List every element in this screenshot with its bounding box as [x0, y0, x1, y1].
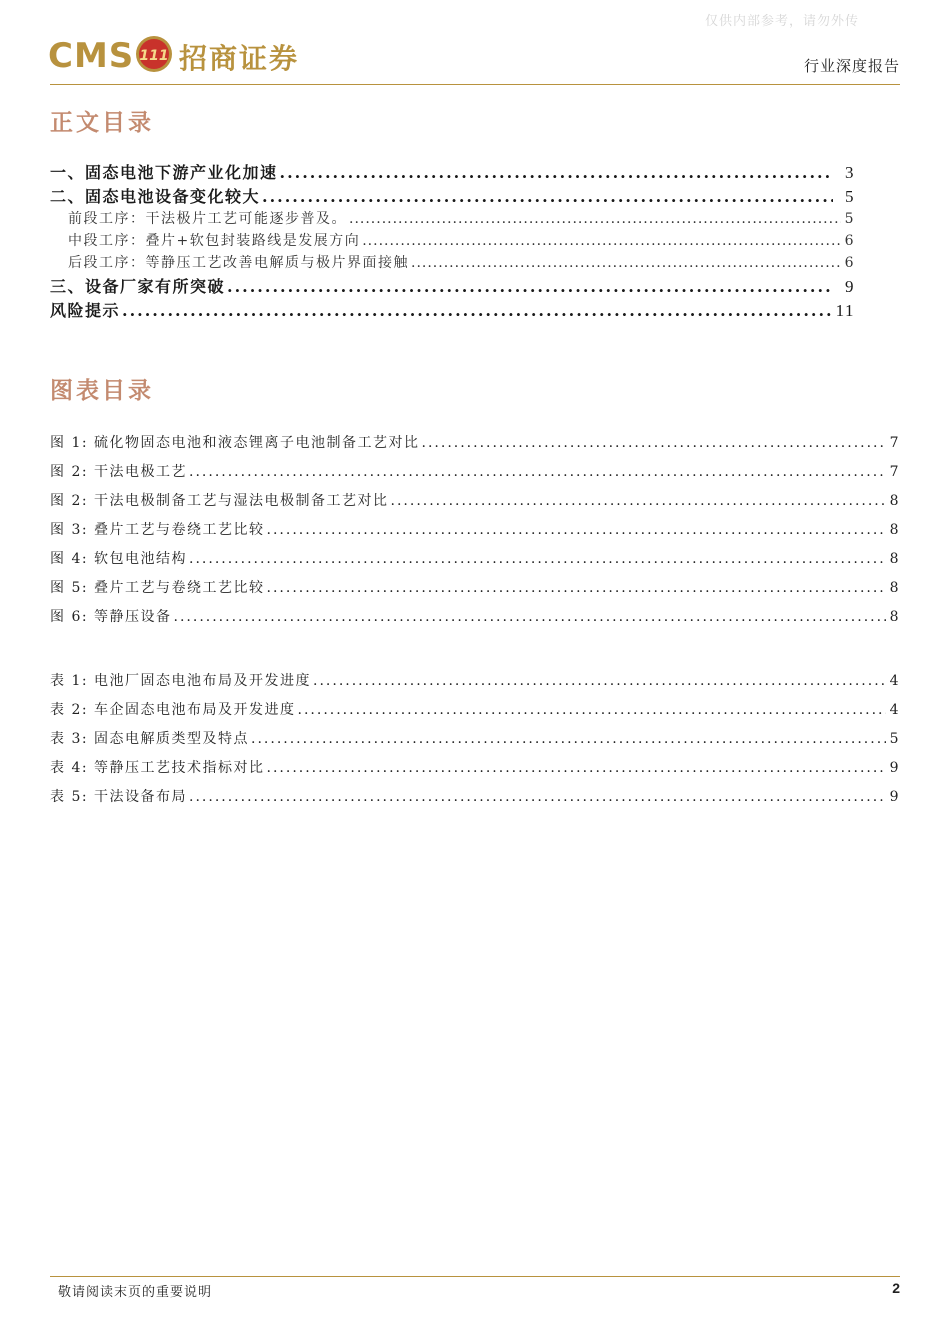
toc-entry-label: 二、固态电池设备变化较大	[50, 187, 261, 206]
toc-subentry[interactable]	[50, 208, 855, 230]
toc-entry[interactable]	[50, 274, 855, 298]
figure-entry[interactable]	[50, 548, 900, 577]
toc-entry-label: 后段工序：等静压工艺改善电解质与极片界面接触	[68, 255, 409, 271]
toc-entry-label: 一、固态电池下游产业化加速	[50, 163, 278, 182]
dot-leader	[362, 233, 841, 249]
table-entry-page: 9	[889, 760, 900, 776]
contents-title: 正文目录	[50, 109, 154, 136]
figure-entry-label: 图 5: 叠片工艺与卷绕工艺比较	[50, 580, 265, 596]
figure-entry-page: 8	[889, 551, 900, 567]
dot-leader	[280, 163, 833, 182]
logo-cms-text: CMS	[48, 36, 135, 76]
dot-leader	[267, 580, 886, 596]
table-entry-label: 表 2: 车企固态电池布局及开发进度	[50, 702, 296, 718]
figure-entry-page: 7	[889, 435, 900, 451]
toc-entry-label: 风险提示	[50, 301, 121, 320]
dot-leader	[267, 760, 886, 776]
figure-entry-label: 图 6: 等静压设备	[50, 609, 172, 625]
dot-leader	[262, 187, 833, 206]
dot-leader	[122, 301, 833, 320]
figure-entry-label: 图 2: 干法电极工艺	[50, 464, 188, 480]
footer-divider	[50, 1276, 900, 1277]
table-entry-label: 表 1: 电池厂固态电池布局及开发进度	[50, 673, 312, 689]
figure-entry-page: 7	[889, 464, 900, 480]
logo-chinese-name: 招商证券	[179, 42, 300, 75]
dot-leader	[349, 211, 841, 227]
figure-entry[interactable]	[50, 432, 900, 461]
toc-entry-page: 6	[844, 255, 855, 271]
toc-subentry[interactable]	[50, 230, 855, 252]
report-type: 行业深度报告	[803, 57, 900, 75]
figure-entry-page: 8	[889, 609, 900, 625]
figure-entry[interactable]	[50, 577, 900, 606]
dot-leader	[189, 464, 886, 480]
table-entry[interactable]	[50, 757, 900, 786]
dot-leader	[422, 435, 886, 451]
toc-entry[interactable]	[50, 184, 855, 208]
dot-leader	[189, 789, 886, 805]
toc-entry-page: 5	[844, 211, 855, 227]
dot-leader	[227, 277, 833, 296]
dot-leader	[313, 673, 886, 689]
toc-entry-label: 三、设备厂家有所突破	[50, 277, 226, 296]
company-logo	[48, 34, 318, 74]
table-list	[50, 670, 900, 815]
figure-entry-page: 8	[889, 580, 900, 596]
disclaimer-note: 敬请阅读末页的重要说明	[58, 1285, 213, 1300]
logo-emblem-text: 111	[139, 48, 169, 64]
dot-leader	[267, 522, 886, 538]
header-divider	[50, 84, 900, 85]
toc-entry-label: 前段工序：干法极片工艺可能逐步普及。	[68, 211, 347, 227]
figure-entry-label: 图 4: 软包电池结构	[50, 551, 188, 567]
figure-entry-label: 图 3: 叠片工艺与卷绕工艺比较	[50, 522, 265, 538]
figure-entry-page: 8	[889, 522, 900, 538]
figures-title: 图表目录	[50, 377, 154, 404]
page-number: 2	[892, 1280, 900, 1296]
figure-entry[interactable]	[50, 606, 900, 635]
figure-entry[interactable]	[50, 519, 900, 548]
figure-entry-label: 图 2: 干法电极制备工艺与湿法电极制备工艺对比	[50, 493, 389, 509]
main-contents	[50, 160, 855, 322]
toc-entry[interactable]	[50, 298, 855, 322]
figure-entry[interactable]	[50, 461, 900, 490]
table-entry-page: 5	[889, 731, 900, 747]
logo-emblem-icon	[134, 34, 174, 74]
dot-leader	[174, 609, 886, 625]
table-entry-label: 表 3: 固态电解质类型及特点	[50, 731, 250, 747]
table-entry-page: 4	[889, 673, 900, 689]
toc-entry-page: 5	[845, 187, 855, 206]
table-entry[interactable]	[50, 786, 900, 815]
figure-list	[50, 432, 900, 635]
table-entry-page: 4	[889, 702, 900, 718]
table-entry[interactable]	[50, 699, 900, 728]
dot-leader	[298, 702, 886, 718]
toc-subentry[interactable]	[50, 252, 855, 274]
table-entry-label: 表 4: 等静压工艺技术指标对比	[50, 760, 265, 776]
figure-entry[interactable]	[50, 490, 900, 519]
toc-entry-page: 9	[845, 277, 855, 296]
toc-entry-label: 中段工序：叠片+软包封装路线是发展方向	[68, 233, 361, 249]
toc-entry-page: 3	[845, 163, 855, 182]
dot-leader	[189, 551, 886, 567]
toc-entry[interactable]	[50, 160, 855, 184]
table-entry-page: 9	[889, 789, 900, 805]
toc-entry-page: 6	[844, 233, 855, 249]
toc-entry-page: 11	[835, 301, 855, 320]
dot-leader	[251, 731, 886, 747]
dot-leader	[391, 493, 886, 509]
figure-entry-label: 图 1: 硫化物固态电池和液态锂离子电池制备工艺对比	[50, 435, 420, 451]
figure-entry-page: 8	[889, 493, 900, 509]
table-entry[interactable]	[50, 728, 900, 757]
table-entry-label: 表 5: 干法设备布局	[50, 789, 188, 805]
watermark: 仅供内部参考，请勿外传	[705, 14, 860, 29]
dot-leader	[411, 255, 841, 271]
table-entry[interactable]	[50, 670, 900, 699]
